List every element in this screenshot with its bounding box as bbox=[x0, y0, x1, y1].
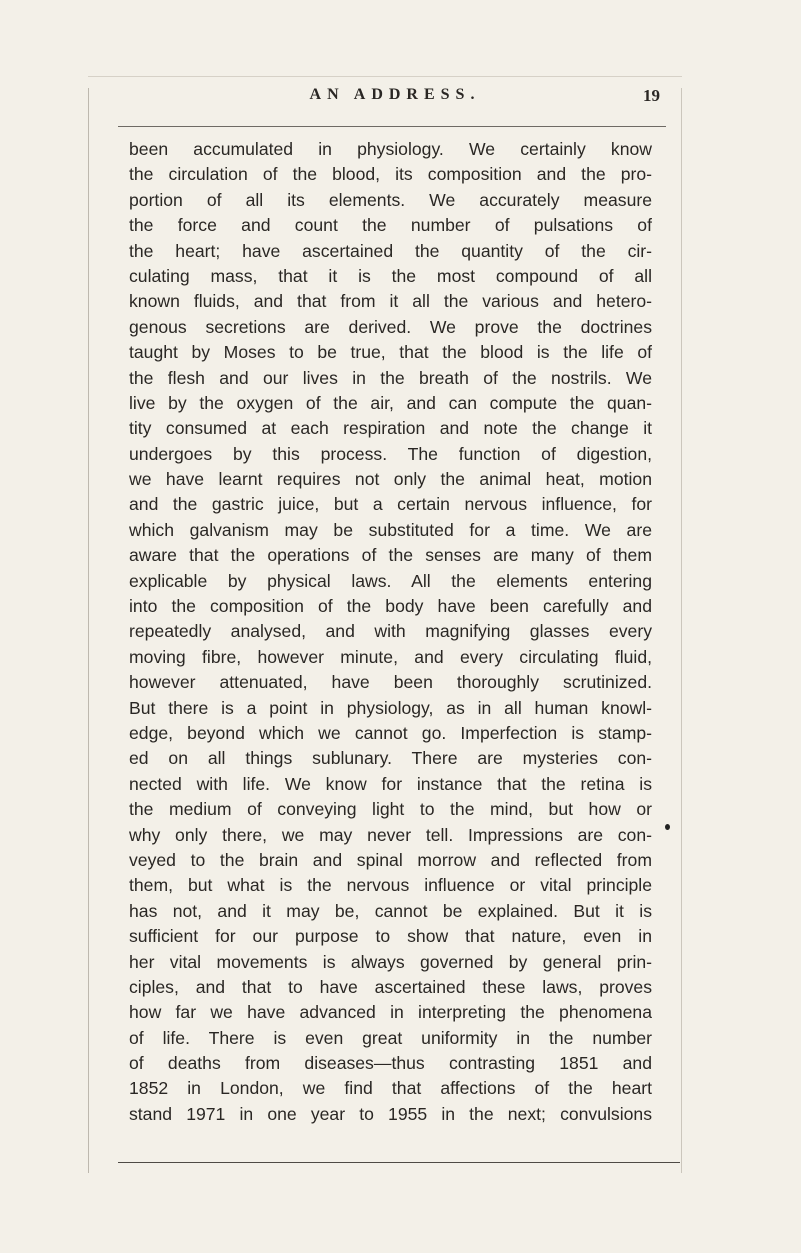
body-text bbox=[129, 137, 652, 1127]
text-line: been accumulated in physiology. We certainly know bbox=[129, 139, 652, 159]
text-line: ciples, and that to have ascertained these laws, proves bbox=[129, 976, 652, 997]
text-line: edge, beyond which we cannot go. Imperfection is stamp- bbox=[129, 722, 652, 743]
text-line: sufficient for our purpose to show that nature, even in bbox=[129, 926, 652, 947]
text-line: into the composition of the body have been carefully and bbox=[129, 596, 652, 617]
text-line: aware that the operations of the senses are many of them bbox=[129, 545, 652, 566]
page-right-edge bbox=[681, 88, 682, 1173]
text-line: But there is a point in physiology, as in all human knowl- bbox=[129, 697, 652, 718]
page-top-edge bbox=[88, 76, 682, 77]
text-line: we have learnt requires not only the animal heat, motion bbox=[129, 469, 652, 490]
text-line: stand 1971 in one year to 1955 in the next; convulsions bbox=[129, 1103, 652, 1124]
text-line: 1852 in London, we find that affections of the heart bbox=[129, 1078, 652, 1099]
text-line: live by the oxygen of the air, and can compute the quan- bbox=[129, 392, 652, 413]
text-line: the force and count the number of pulsations of bbox=[129, 215, 652, 236]
page-number: 19 bbox=[643, 86, 660, 105]
text-line: undergoes by this process. The function of digestion, bbox=[129, 443, 652, 464]
text-line: veyed to the brain and spinal morrow and reflected from bbox=[129, 849, 652, 870]
text-line: of deaths from diseases—thus contrasting 1851 and bbox=[129, 1053, 652, 1074]
text-line: and the gastric juice, but a certain nervous influence, for bbox=[129, 494, 652, 515]
text-line: her vital movements is always governed by general prin- bbox=[129, 951, 652, 972]
text-line: genous secretions are derived. We prove the doctrines bbox=[129, 316, 652, 337]
running-title: AN ADDRESS. bbox=[309, 86, 481, 103]
text-line: taught by Moses to be true, that the blood is the life of bbox=[129, 342, 652, 363]
text-line: moving fibre, however minute, and every circulating fluid, bbox=[129, 646, 652, 667]
text-line: repeatedly analysed, and with magnifying glasses every bbox=[129, 621, 652, 642]
text-line: however attenuated, have been thoroughly scrutinized. bbox=[129, 672, 652, 693]
text-line: ed on all things sublunary. There are mysteries con- bbox=[129, 748, 652, 769]
text-line: nected with life. We know for instance that the retina is bbox=[129, 773, 652, 794]
text-line: has not, and it may be, cannot be explained. But it is bbox=[129, 900, 652, 921]
page-left-edge bbox=[88, 88, 89, 1173]
text-line: portion of all its elements. We accurately measure bbox=[129, 189, 652, 210]
text-line: tity consumed at each respiration and note the change it bbox=[129, 418, 652, 439]
text-line: the circulation of the blood, its composition and the pro- bbox=[129, 164, 652, 185]
text-line: the medium of conveying light to the mind, but how or bbox=[129, 799, 652, 820]
text-line: why only there, we may never tell. Impressions are con- bbox=[129, 824, 652, 845]
text-line: how far we have advanced in interpreting the phenomena bbox=[129, 1002, 652, 1023]
text-line: known fluids, and that from it all the various and hetero- bbox=[129, 291, 652, 312]
text-line: the heart; have ascertained the quantity of the cir- bbox=[129, 240, 652, 261]
ink-speck bbox=[665, 824, 670, 830]
text-line: the flesh and our lives in the breath of the nostrils. We bbox=[129, 367, 652, 388]
footer-rule bbox=[118, 1162, 680, 1163]
text-line: of life. There is even great uniformity in the number bbox=[129, 1027, 652, 1048]
text-line: them, but what is the nervous influence or vital principle bbox=[129, 875, 652, 896]
header-rule bbox=[118, 126, 666, 127]
text-line: which galvanism may be substituted for a time. We are bbox=[129, 519, 652, 540]
text-line: culating mass, that it is the most compound of all bbox=[129, 265, 652, 286]
text-line: explicable by physical laws. All the elements entering bbox=[129, 570, 652, 591]
running-head bbox=[120, 86, 660, 114]
